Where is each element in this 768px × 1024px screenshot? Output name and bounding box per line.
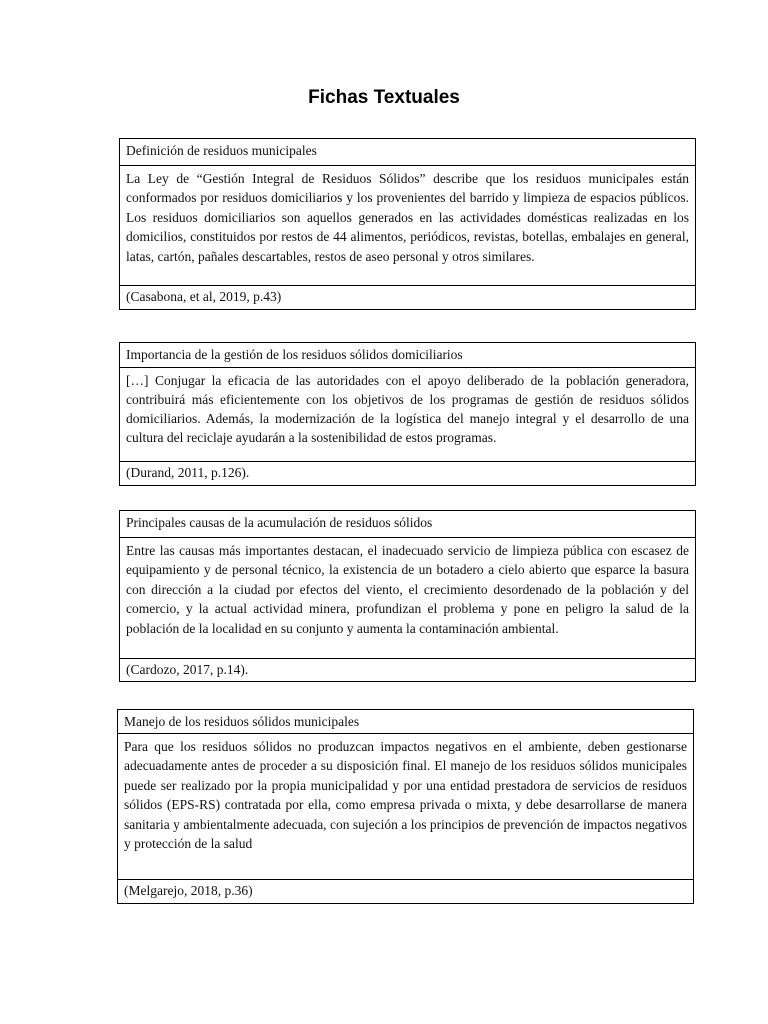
card-quote: Para que los residuos sólidos no produzcan impactos negativos en el ambiente, deben gestionarse adecuadamente antes de proceder a su disposición final. El manejo de los residuos sólidos municipales puede ser realizado por la propia municipalidad y por una entidad prestadora de servicios de residuos sólidos (EPS-RS) contratada por ella, como empresa privada o mixta, y debe desarrollarse de manera sanitaria y ambientalmente adecuada, con sujeción a los principios de prevención de impactos negativos y protección de la salud — [118, 733, 693, 879]
card-heading: Manejo de los residuos sólidos municipales — [124, 714, 360, 729]
card-quote: La Ley de “Gestión Integral de Residuos Sólidos” describe que los residuos municipales están conformados por residuos domiciliarios y los provenientes del barrido y limpieza de espacios públicos. Los residuos domiciliarios son aquellos generados en las actividades domésticas realizadas en los domicilios, constituidos por restos de 44 alimentos, periódicos, revistas, botellas, embalajes en general, latas, cartón, pañales descartables, restos de aseo personal y otros similares. — [120, 165, 695, 285]
card-citation: (Casabona, et al, 2019, p.43) — [120, 285, 695, 306]
card-heading: Importancia de la gestión de los residuos sólidos domiciliarios — [126, 347, 463, 362]
card-citation: (Cardozo, 2017, p.14). — [120, 658, 695, 679]
text-card-management — [117, 709, 694, 904]
text-card-causes — [119, 510, 696, 682]
text-card-definition — [119, 138, 696, 310]
page-title: Fichas Textuales — [308, 87, 460, 108]
card-quote: Entre las causas más importantes destacan, el inadecuado servicio de limpieza pública con escasez de equipamiento y de personal técnico, la existencia de un botadero a cielo abierto que esparce la basura con dirección a la ciudad por efectos del viento, el crecimiento desordenado de la población y del comercio, y la actual actividad minera, profundizan el problema y pone en peligro la salud de la población de la localidad en su conjunto y aumenta la contaminación ambiental. — [120, 537, 695, 658]
card-quote: […] Conjugar la eficacia de las autoridades con el apoyo deliberado de la población generadora, contribuirá más eficientemente con los objetivos de los programas de gestión de residuos sólidos domiciliarios. Además, la modernización de la logística del manejo integral y el desarrollo de una cultura del reciclaje ayudarán a la sostenibilidad de estos programas. — [120, 367, 695, 461]
card-heading: Principales causas de la acumulación de residuos sólidos — [126, 515, 433, 530]
card-citation: (Durand, 2011, p.126). — [120, 461, 695, 482]
card-heading: Definición de residuos municipales — [126, 143, 317, 158]
card-citation: (Melgarejo, 2018, p.36) — [118, 879, 693, 900]
text-card-importance — [119, 342, 696, 486]
